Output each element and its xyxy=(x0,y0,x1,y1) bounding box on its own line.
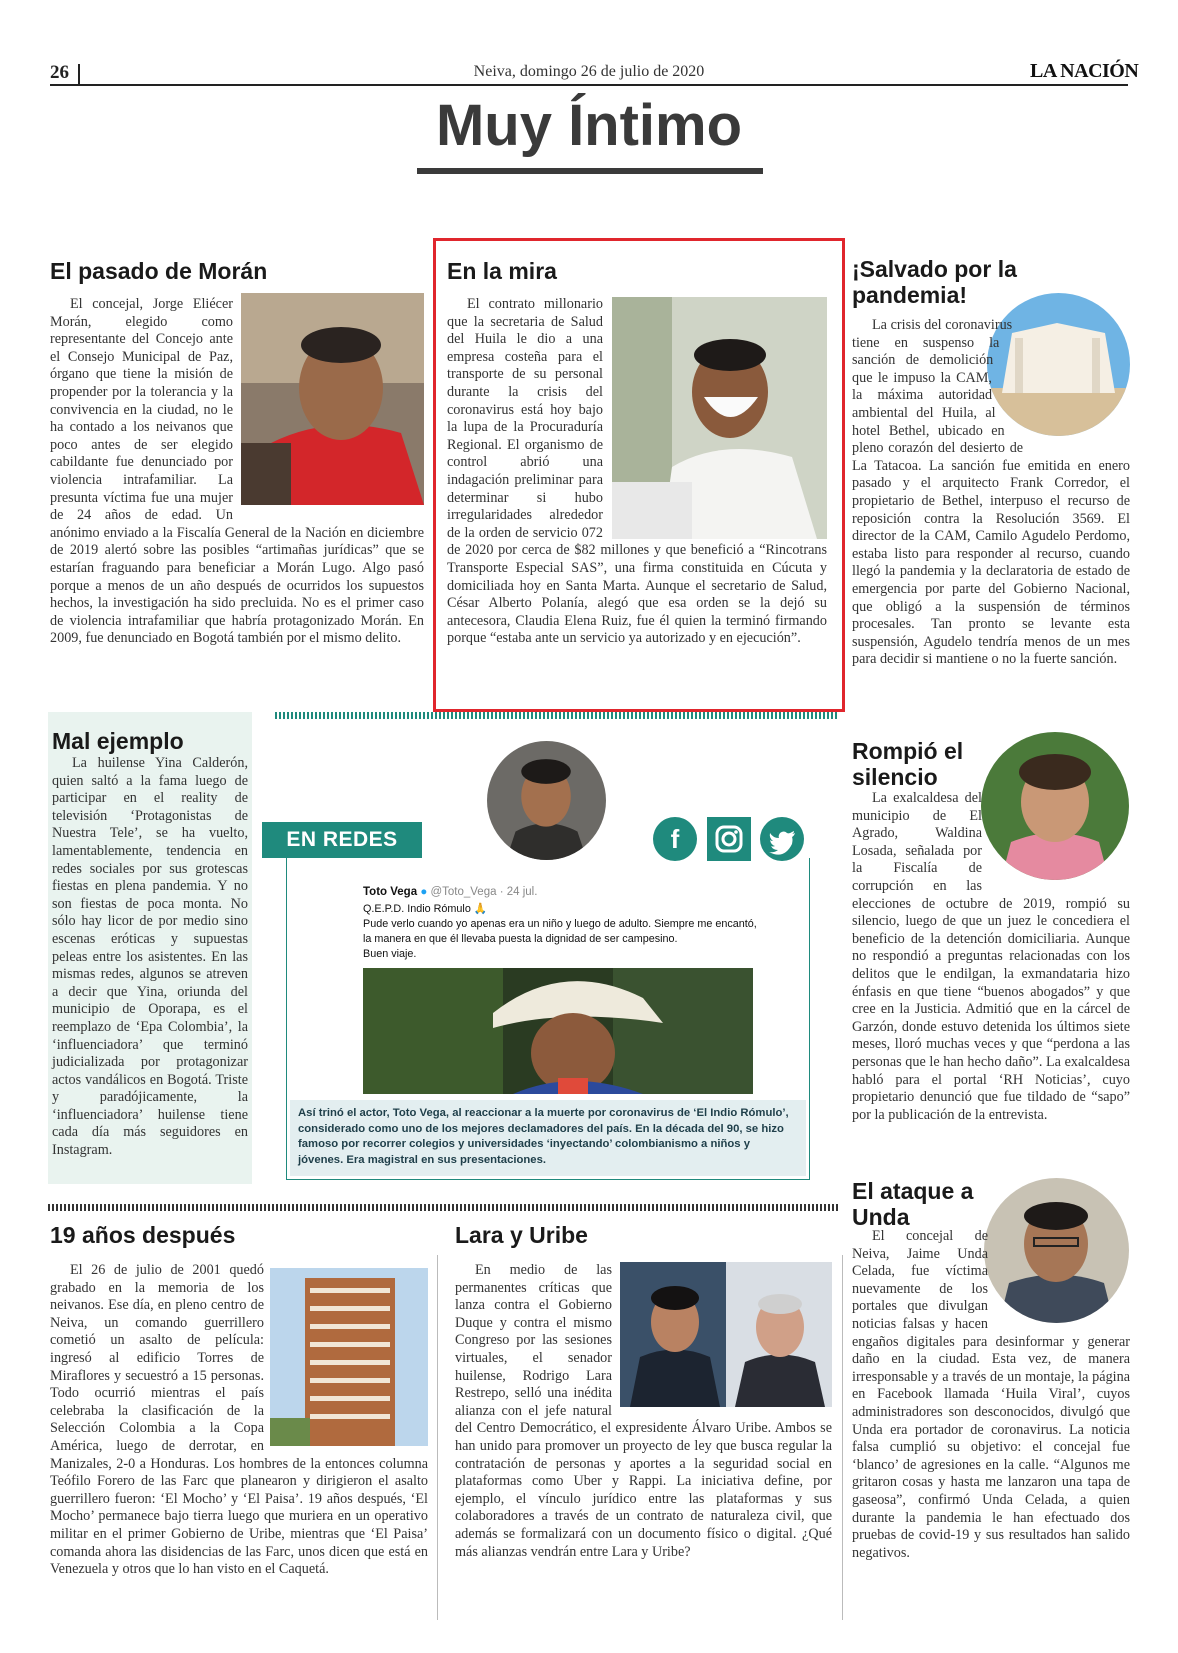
article-title-lara: Lara y Uribe xyxy=(455,1222,588,1248)
article-body-lara xyxy=(455,1262,832,1561)
article-paragraph: El concejal, Jorge Eliécer Morán, elegido como representante del Concejo ante el Consejo Municipal de Paz, órgano que tiene la misión de propender por la tolerancia y la convivencia en la ciudad, no le ha contado a los neivanos que poco antes de ser elegido cabildante fue denunciado por violencia intrafamiliar. La presunta víctima fue una mujer de 24 años de edad. Un anónimo enviado a la Fiscalía General de la Nación en diciembre de 2019 alertó sobre las posibles “artimañas jurídicas” que se estarían fraguando para beneficiar a Morán Lugo. Algo pasó porque a menos de un año después de ocurridos los supuestos hechos, la investigación ha sido precluida. No es el primer caso de violencia intrafamiliar que habría protagonizado Morán. En 2009, fue denunciado en Bogotá también por el mismo delito. xyxy=(50,296,424,647)
article-title-unda: El ataque a Unda xyxy=(852,1178,974,1230)
article-body-unda xyxy=(852,1228,1130,1562)
article-paragraph: La exalcaldesa del municipio de El Agrado, Waldina Losada, señalada por la Fiscalía de corrupción en las elecciones de octubre de 2019, rompió su silencio, luego de que un juez le concediera el beneficio de la detención domiciliaria. Aunque no respondió a preguntas relacionadas con los delitos que le endilgan, la exmandataria hizo énfasis en que tiene “buenos abogados” y que cree en la Justicia. Admitió que en la cárcel de Garzón, donde estuvo detenida los últimos siete meses, lloró muchas veces y que “perdona a las personas que le han hecho daño”. La exalcaldesa habló para el portal ‘RH Noticias’, cuyo propietario denunció que fue tildado de “sapo” por la publicación de la entrevista. xyxy=(852,790,1130,1123)
facebook-icon: f xyxy=(653,817,697,861)
article-body-mira xyxy=(447,296,827,648)
article-paragraph: En medio de las permanentes críticas que lanza contra el Gobierno Duque y contra el mismo Congreso por las sesiones virtuales, el senador huilense, Rodrigo Lara Restrepo, selló una inédita alianza con el jefe natural del Centro Democrático, el expresidente Álvaro Uribe. Ambos se han unido para promover un proyecto de ley que busca regular la contratación de personas y aportes a la seguridad social en plataformas como Uber y Rappi. La iniciativa define, por ejemplo, el vínculo jurídico entre las plataformas y sus colaboradores a través de un contrato de naturaleza civil, que además se formalizará con un documento físico o digital. ¿Qué más alianzas vendrán entre Lara y Uribe? xyxy=(455,1262,832,1560)
tweet-line: Pude verlo cuando yo apenas era un niño y luego de adulto. Siempre me encantó, la manera en que él llevaba puesta la dignidad de ser campesino. xyxy=(363,918,757,945)
article-paragraph: La crisis del coronavirus tiene en suspenso la sanción de demolición que le impuso la CAM, la máxima autoridad ambiental del Huila, al hotel Bethel, ubicado en pleno corazón del desierto de La Tatacoa. La sanción fue emitida en enero pasado y el arquitecto Frank Corredor, el propietario de Bethel, interpuso el recurso de reposición contra la Resolución 3569. El director de la CAM, Camilo Agudelo Perdomo, estaba listo para responder al recurso, cuando llegó la pandemia y la declaratoria de estado de emergencia por parte del Gobierno Nacional, que obligó a la suspensión de términos procesales. Tan pronto se levante esta suspensión, Agudelo tendría menos de un mes para decidir si mantiene o no la fuerte sanción. xyxy=(852,317,1130,668)
article-body-salvado xyxy=(852,317,1130,669)
section-title-rule xyxy=(417,168,763,174)
article-title-anios: 19 años después xyxy=(50,1222,236,1248)
article-body-anios xyxy=(50,1262,428,1579)
instagram-icon xyxy=(707,817,751,861)
article-paragraph: El 26 de julio de 2001 quedó grabado en la memoria de los neivanos. Ese día, en pleno centro de Neiva, un comando guerrillero cometió un asalto de película: ingresó al edificio Torres de Miraflores y secuestró a 15 personas. Todo ocurrió mientras el país celebraba la clasificación de la Selección Colombia a la Copa América, luego de derrotar, en Manizales, 2-0 a Honduras. Los hombres de la entonces columna Teófilo Forero de las Farc que planearon y dirigieron el asalto guerrillero fueron: ‘El Mocho’ y ‘El Paisa’. 19 años después, ‘El Mocho’ permanece bajo tierra luego que muriera en un operativo militar en el primer Gobierno de Uribe, mientras que ‘El Paisa’ comanda ahora las disidencias de las Farc, unos dicen que está en Venezuela y otros que lo han visto en el Caquetá. xyxy=(50,1262,428,1578)
column-divider xyxy=(842,1255,843,1620)
article-title-salvado: ¡Salvado por la pandemia! xyxy=(852,256,1017,308)
article-title-silencio: Rompió el silencio xyxy=(852,738,964,790)
column-divider xyxy=(437,1255,438,1620)
photo-indio-romulo xyxy=(363,968,753,1094)
tweet-line: Q.E.P.D. Indio Rómulo 🙏 xyxy=(363,903,488,915)
article-paragraph: El contrato millonario que la secretaria de Salud del Huila le dio a una empresa costeña para el transporte de su personal durante la crisis del coronavirus está hoy bajo la lupa de la Procuraduría Regional. El organismo de control abrió una indagación preliminar para determinar si hubo irregularidades alrededor de la orden de servicio 072 de 2020 por cerca de $82 millones y que benefició a “Rincotrans Transporte Especial SAS”, una firma constituida en Cúcuta y domiciliada hoy en Santa Marta. Aunque el secretario de Salud, César Alberto Polanía, alegó que esa orden se la dejó su antecesora, Claudia Elena Ruiz, fue él quien la terminó firmando porque “estaba ante un servicio ya autorizado y en ejecución”. xyxy=(447,296,827,647)
article-body-silencio xyxy=(852,790,1130,1124)
article-body-ejemplo xyxy=(52,755,248,1160)
dateline: Neiva, domingo 26 de julio de 2020 xyxy=(473,63,705,80)
section-divider xyxy=(48,1204,838,1211)
photo-toto-vega xyxy=(484,738,609,863)
page-number: 26 xyxy=(50,62,69,83)
tweet-author: Toto Vega xyxy=(363,886,418,898)
article-paragraph: La huilense Yina Calderón, quien saltó a la fama luego de participar en el reality de televisión ‘Protagonistas de Nuestra Tele’, se ha vuelto, lamentablemente, tendencia en redes sociales por sus grotescas fiestas en plena pandemia. Y no son fiestas de poca monta. No sólo hay licor de por medio sino escenas eróticas y supuestas peleas entre los asistentes. En las mismas redes, algunos se atreven a decir que Yina, oriunda del municipio de Oporapa, es el reemplazo de ‘Epa Colombia’, la ‘influenciadora’ que terminó judicializada por protagonizar actos vandálicos en Bogotá. Triste y paradójicamente, la ‘influenciadora’ huilense tiene cada día más seguidores en Instagram. xyxy=(52,755,248,1159)
tweet-handle: @Toto_Vega · 24 jul. xyxy=(430,886,538,898)
newspaper-logo: LA NACIÓN xyxy=(1030,60,1139,82)
section-divider xyxy=(275,712,837,719)
redes-caption: Así trinó el actor, Toto Vega, al reaccionar a la muerte por coronavirus de ‘El Indio Rómulo’, considerado como uno de los mejores declamadores del país. En la década del 90, se hizo famoso por recorrer colegios y universidades ‘inyectando’ colombianismo a niños y jóvenes. Era magistral en sus presentaciones. xyxy=(290,1100,806,1176)
article-title-ejemplo: Mal ejemplo xyxy=(52,728,184,754)
section-title: Muy Íntimo xyxy=(435,93,743,158)
tweet-line: Buen viaje. xyxy=(363,948,417,960)
verified-icon: ● xyxy=(420,886,428,898)
article-body-moran xyxy=(50,296,424,648)
article-title-moran: El pasado de Morán xyxy=(50,258,268,284)
header-rule xyxy=(50,84,1128,86)
twitter-icon xyxy=(760,817,804,861)
article-title-mira: En la mira xyxy=(447,258,557,284)
en-redes-tag: EN REDES xyxy=(262,822,422,858)
article-paragraph: El concejal de Neiva, Jaime Unda Celada, fue víctima nuevamente de los portales que divulgan noticias falsas y hacen engaños digitales para desinformar y generar daño en la ciudad. Esta vez, de manera irresponsable y a través de un montaje, la página en Facebook llamada ‘Huila Viral’, cuyos administradores son desconocidos, divulgó que Unda era portador de coronavirus. La noticia falsa cumplió su objetivo: el concejal fue ‘blanco’ de agresiones en la calle. “Algunos me gritaron cosas y hasta me lanzaron una tapa de gaseosa”, confirmó Unda Celada, a quien durante la pandemia le han efectuado dos pruebas de covid-19 y sus resultados han salido negativos. xyxy=(852,1228,1130,1561)
tweet-header xyxy=(363,886,763,898)
